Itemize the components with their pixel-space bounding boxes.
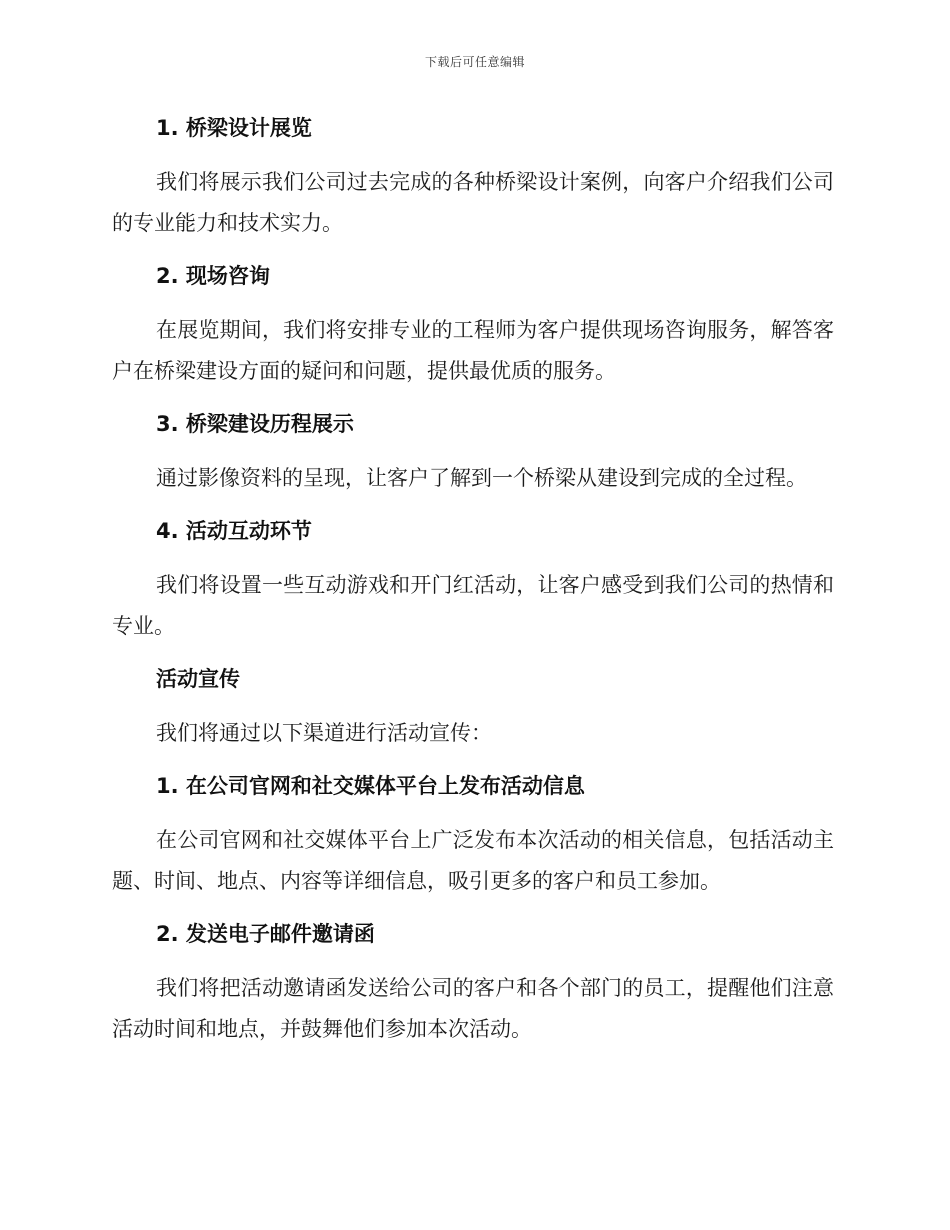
paragraph-onsite-consultation: 在展览期间，我们将安排专业的工程师为客户提供现场咨询服务，解答客户在桥梁建设方面的疑问和问题，提供最优质的服务。 xyxy=(112,318,834,383)
page-header: 下载后可任意编辑 xyxy=(424,55,525,69)
paragraph-website-social-media: 在公司官网和社交媒体平台上广泛发布本次活动的相关信息，包括活动主题、时间、地点、内容等详细信息，吸引更多的客户和员工参加。 xyxy=(112,828,834,893)
section-heading-email-invitation: 2. 发送电子邮件邀请函 xyxy=(156,922,375,946)
section-heading-bridge-design-exhibition: 1. 桥梁设计展览 xyxy=(156,116,312,140)
section-heading-construction-history: 3. 桥梁建设历程展示 xyxy=(156,412,354,436)
paragraph-promotion-intro: 我们将通过以下渠道进行活动宣传： xyxy=(156,721,492,745)
section-heading-promotion: 活动宣传 xyxy=(156,667,240,691)
section-heading-website-social-media: 1. 在公司官网和社交媒体平台上发布活动信息 xyxy=(156,774,585,798)
paragraph-construction-history: 通过影像资料的呈现，让客户了解到一个桥梁从建设到完成的全过程。 xyxy=(156,466,807,490)
document-body xyxy=(112,108,834,1050)
section-heading-interactive-activities: 4. 活动互动环节 xyxy=(156,519,312,543)
section-heading-onsite-consultation: 2. 现场咨询 xyxy=(156,264,270,288)
paragraph-interactive-activities: 我们将设置一些互动游戏和开门红活动，让客户感受到我们公司的热情和专业。 xyxy=(112,573,834,638)
paragraph-email-invitation: 我们将把活动邀请函发送给公司的客户和各个部门的员工，提醒他们注意活动时间和地点，并鼓舞他们参加本次活动。 xyxy=(112,976,834,1041)
paragraph-bridge-design-exhibition: 我们将展示我们公司过去完成的各种桥梁设计案例，向客户介绍我们公司的专业能力和技术实力。 xyxy=(112,170,834,235)
